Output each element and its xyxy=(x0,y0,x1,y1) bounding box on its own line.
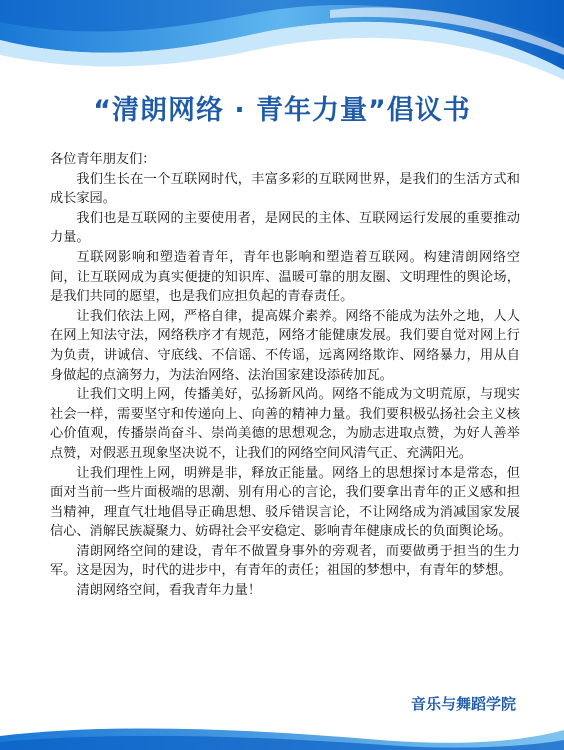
paragraph: 我们生长在一个互联网时代，丰富多彩的互联网世界，是我们的生活方式和成长家园。 xyxy=(50,171,520,207)
paragraph: 让我们理性上网，明辨是非，释放正能量。网络上的思想探讨本是常态，但面对当前一些片面极端的思潮、别有用心的言论，我们要拿出青年的正义感和担当精神，理直气壮地倡导正确思想、驳斥错误言论，不让网络成为消减国家发展信心、消解民族凝聚力、妨碍社会平安稳定、影响青年健康成长的负面舆论场。 xyxy=(50,465,520,540)
document-body xyxy=(50,150,520,601)
bottom-wave-banner xyxy=(0,700,564,750)
salutation: 各位青年朋友们： xyxy=(50,152,156,167)
paragraph: 让我们文明上网，传播美好，弘扬新风尚。网络不能成为文明荒原，与现实社会一样，需要坚守和传递向上、向善的精神力量。我们要积极弘扬社会主义核心价值观，传播崇尚奋斗、崇尚美德的思想观念，为励志进取点赞，为好人善举点赞，对假恶丑现象坚决说不，让我们的网络空间风清气正、充满阳光。 xyxy=(50,387,520,461)
page-title: “清朗网络 · 青年力量”倡议书 xyxy=(93,95,471,126)
signature: 音乐与舞蹈学院 xyxy=(410,695,516,713)
paragraph: 清朗网络空间的建设，青年不做置身事外的旁观者，而要做勇于担当的生力军。这是因为，时代的进步中，有青年的责任；祖国的梦想中，有青年的梦想。 xyxy=(50,543,520,579)
paragraph: 我们也是互联网的主要使用者，是网民的主体、互联网运行发展的重要推动力量。 xyxy=(50,210,520,246)
paragraph: 让我们依法上网，严格自律，提高媒介素养。网络不能成为法外之地，人人在网上知法守法，网络秩序才有规范，网络才能健康发展。我们要自觉对网上行为负责，讲诚信、守底线、不信谣、不传谣，远离网络欺诈、网络暴力，用从自身做起的点滴努力，为法治网络、法治国家建设添砖加瓦。 xyxy=(50,308,520,383)
paragraph: 清朗网络空间，看我青年力量！ xyxy=(76,583,262,599)
paragraph: 互联网影响和塑造着青年，青年也影响和塑造着互联网。构建清朗网络空间，让互联网成为真实便捷的知识库、温暖可靠的朋友圈、文明理性的舆论场，是我们共同的愿望，也是我们应担负起的青春责任。 xyxy=(50,249,520,305)
